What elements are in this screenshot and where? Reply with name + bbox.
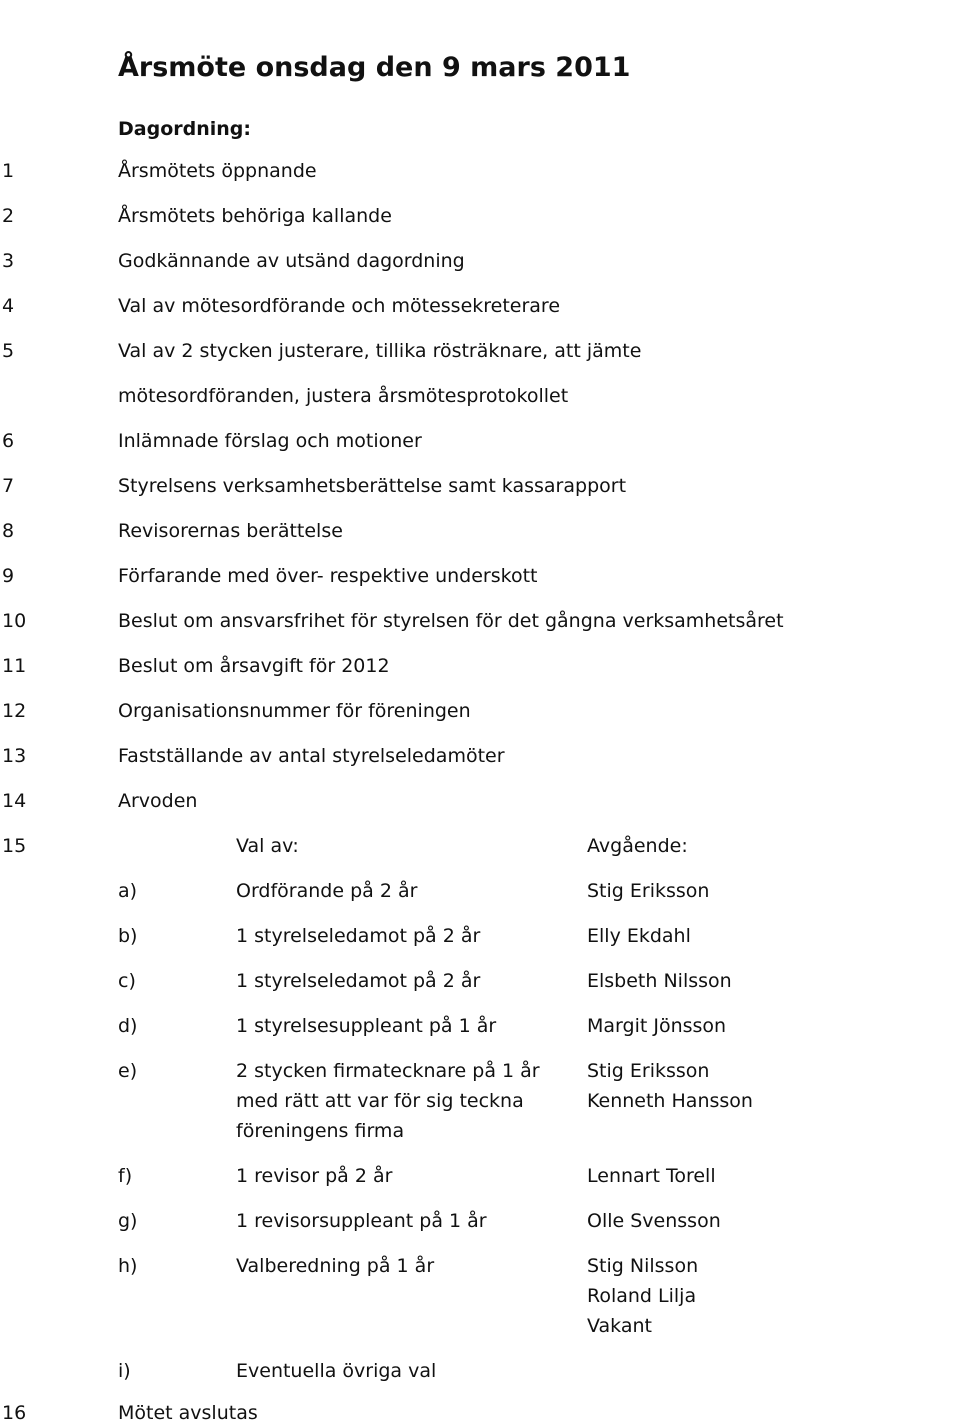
election-role-line: 2 stycken firmatecknare på 1 år — [236, 1060, 540, 1082]
election-role — [236, 1161, 392, 1191]
agenda-number: 16 — [2, 1402, 27, 1424]
election-role — [236, 1251, 434, 1281]
election-letter: d) — [118, 1015, 138, 1037]
election-letter: e) — [118, 1060, 138, 1082]
election-letter: h) — [118, 1255, 138, 1277]
agenda-item-text: Arvoden — [118, 790, 198, 812]
agenda-item-text: Årsmötets öppnande — [118, 160, 317, 182]
agenda-number: 3 — [2, 250, 15, 272]
election-role-line: Ordförande på 2 år — [236, 880, 418, 902]
agenda-number: 13 — [2, 745, 27, 767]
election-role-line: 1 revisor på 2 år — [236, 1165, 393, 1187]
election-names — [587, 921, 691, 951]
election-letter: a) — [118, 880, 138, 902]
election-name: Stig Eriksson — [587, 880, 710, 902]
election-letter: f) — [118, 1165, 133, 1187]
election-names — [587, 1251, 698, 1341]
agenda-item-text-continued: mötesordföranden, justera årsmötesprotokollet — [118, 385, 569, 407]
election-letter: g) — [118, 1210, 138, 1232]
agenda-item-text: Beslut om ansvarsfrihet för styrelsen för det gångna verksamhetsåret — [118, 610, 784, 632]
election-name: Stig Eriksson — [587, 1060, 710, 1082]
election-names — [587, 1161, 716, 1191]
election-role — [236, 1206, 487, 1236]
agenda-number: 1 — [2, 160, 15, 182]
agenda-item-text: Organisationsnummer för föreningen — [118, 700, 471, 722]
election-letter: b) — [118, 925, 138, 947]
election-name: Kenneth Hansson — [587, 1090, 753, 1112]
election-name: Lennart Torell — [587, 1165, 716, 1187]
election-name: Stig Nilsson — [587, 1255, 699, 1277]
elections-role-header: Val av: — [236, 835, 299, 857]
election-names — [587, 1011, 726, 1041]
page-title: Årsmöte onsdag den 9 mars 2011 — [118, 52, 631, 83]
agenda-item-text: Förfarande med över- respektive underskott — [118, 565, 538, 587]
election-role-line: Eventuella övriga val — [236, 1360, 437, 1382]
agenda-number: 4 — [2, 295, 15, 317]
agenda-item-text: Styrelsens verksamhetsberättelse samt kassarapport — [118, 475, 627, 497]
election-names — [587, 1206, 721, 1236]
election-name: Elsbeth Nilsson — [587, 970, 732, 992]
agenda-item-text: Mötet avslutas — [118, 1402, 258, 1424]
agenda-item-text: Val av mötesordförande och mötessekreterare — [118, 295, 561, 317]
election-role — [236, 1056, 540, 1146]
agenda-item-text: Revisorernas berättelse — [118, 520, 343, 542]
election-names — [587, 966, 732, 996]
election-letter: c) — [118, 970, 136, 992]
agenda-item-text: Fastställande av antal styrelseledamöter — [118, 745, 505, 767]
agenda-number: 7 — [2, 475, 15, 497]
agenda-item-text: Beslut om årsavgift för 2012 — [118, 655, 390, 677]
agenda-item-text: Inlämnade förslag och motioner — [118, 430, 422, 452]
election-role — [236, 966, 480, 996]
election-name: Elly Ekdahl — [587, 925, 691, 947]
election-role — [236, 1011, 496, 1041]
election-letter: i) — [118, 1360, 131, 1382]
agenda-item-text: Godkännande av utsänd dagordning — [118, 250, 465, 272]
election-role-line: med rätt att var för sig teckna — [236, 1090, 524, 1112]
agenda-number: 11 — [2, 655, 27, 677]
elections-name-header: Avgående: — [587, 835, 688, 857]
election-role — [236, 1356, 436, 1386]
agenda-number: 12 — [2, 700, 27, 722]
election-name: Vakant — [587, 1315, 652, 1337]
agenda-number: 6 — [2, 430, 15, 452]
election-role — [236, 921, 480, 951]
agenda-number: 2 — [2, 205, 15, 227]
election-role-line: 1 revisorsuppleant på 1 år — [236, 1210, 487, 1232]
election-role-line: 1 styrelseledamot på 2 år — [236, 970, 481, 992]
agenda-item-text: Årsmötets behöriga kallande — [118, 205, 392, 227]
agenda-number: 5 — [2, 340, 15, 362]
agenda-heading: Dagordning: — [118, 118, 251, 140]
election-names — [587, 876, 709, 906]
agenda-number: 15 — [2, 835, 27, 857]
election-name: Margit Jönsson — [587, 1015, 727, 1037]
election-name: Olle Svensson — [587, 1210, 721, 1232]
election-name: Roland Lilja — [587, 1285, 697, 1307]
election-role-line: 1 styrelseledamot på 2 år — [236, 925, 481, 947]
election-role — [236, 876, 417, 906]
agenda-number: 9 — [2, 565, 15, 587]
agenda-number: 10 — [2, 610, 27, 632]
agenda-item-text: Val av 2 stycken justerare, tillika rösträknare, att jämte — [118, 340, 642, 362]
election-role-line: 1 styrelsesuppleant på 1 år — [236, 1015, 497, 1037]
election-names — [587, 1056, 753, 1116]
agenda-number: 8 — [2, 520, 15, 542]
election-role-line: föreningens firma — [236, 1120, 405, 1142]
agenda-number: 14 — [2, 790, 27, 812]
election-role-line: Valberedning på 1 år — [236, 1255, 435, 1277]
